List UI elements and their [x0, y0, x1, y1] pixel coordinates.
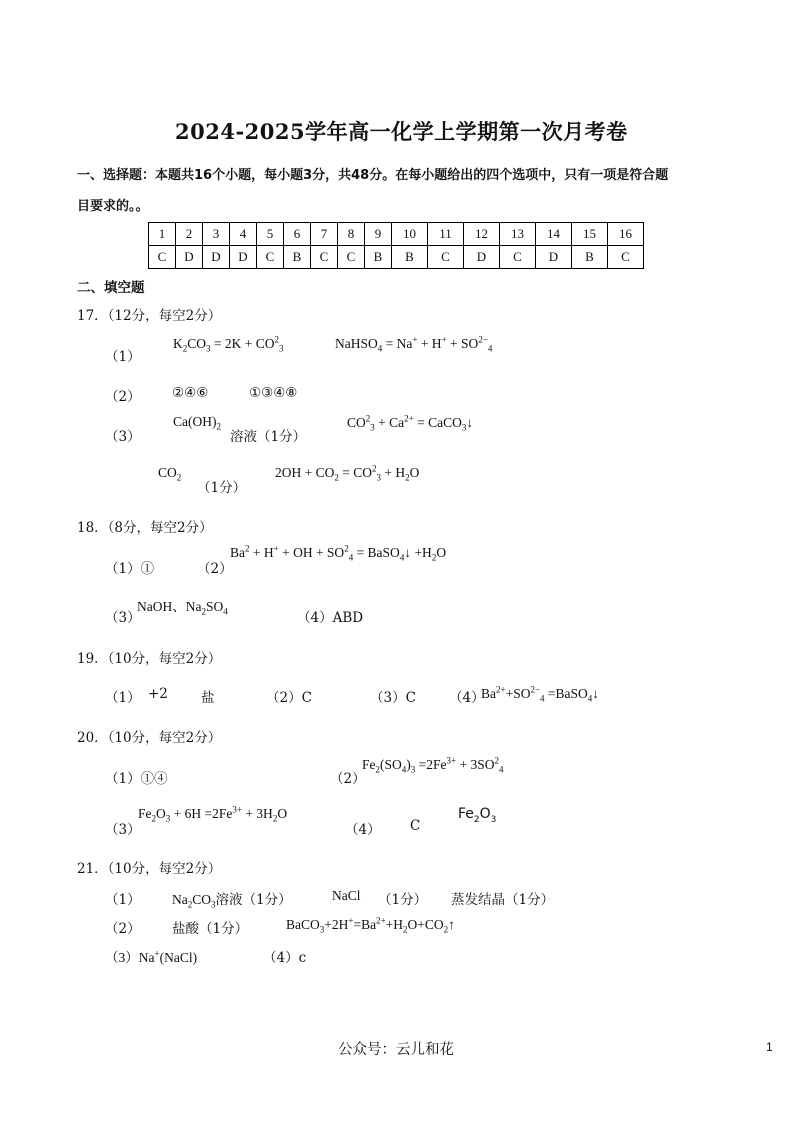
section1-heading: 一、选择题：本题共16个小题，每小题3分，共48分。在每小题给出的四个选项中，只有一项是符合题 — [77, 168, 669, 183]
question-number-cell: 11 — [428, 223, 464, 246]
answer-cell: C — [149, 246, 176, 269]
q20-part2-eq: $Fe_2(SO_4)_3 =2Fe^{3+} + 3SO^2_4$ — [362, 755, 504, 775]
q17-part2-label: （2） — [105, 389, 141, 405]
q19-part1-a: +2 — [148, 686, 168, 702]
q18-part3-label: （3） — [105, 610, 141, 626]
answer-cell: B — [392, 246, 428, 269]
q21-part1-method: 蒸发结晶（1分） — [451, 892, 555, 908]
q21-header: 21．（10分，每空2分） — [77, 861, 222, 877]
footer-text: 公众号：云儿和花 — [338, 1042, 454, 1058]
q21-part1-label: （1） — [105, 892, 141, 908]
q21-part2-eq: $BaCO_3+2H^+=Ba^{2+}+H_2O+CO_2↑$ — [286, 915, 455, 935]
q20-part3-label: （3） — [105, 822, 141, 838]
answer-table-numbers — [149, 223, 644, 246]
q17-part3-eq: $CO^2_3 + Ca^{2+}$ = CaCO$_3$↓ — [347, 413, 474, 433]
page-number: 1 — [766, 1040, 773, 1054]
answer-cell: D — [230, 246, 257, 269]
answer-cell: B — [572, 246, 608, 269]
q17-part3-label: （3） — [105, 429, 141, 445]
answer-cell: C — [428, 246, 464, 269]
answer-cell: C — [338, 246, 365, 269]
q17-part4-eq: $2OH + CO_2 = CO^2_3 + H_2O$ — [275, 463, 420, 483]
question-number-cell: 15 — [572, 223, 608, 246]
question-number-cell: 5 — [257, 223, 284, 246]
q20-part2-label: （2） — [330, 771, 366, 787]
page-title: 2024-2025学年高一化学上学期第一次月考卷 — [175, 119, 628, 144]
answer-cell: C — [311, 246, 338, 269]
q21-part2-a: 盐酸（1分） — [172, 921, 249, 937]
answer-cell: C — [608, 246, 644, 269]
q18-part1: （1）① — [105, 561, 155, 577]
question-number-cell: 14 — [536, 223, 572, 246]
q19-part2: （2）C — [266, 690, 312, 706]
question-number-cell: 13 — [500, 223, 536, 246]
q21-part3: （3）Na+(NaCl) — [105, 948, 198, 965]
answer-cell: C — [500, 246, 536, 269]
q21-part1-nacl: NaCl — [332, 888, 361, 903]
question-number-cell: 16 — [608, 223, 644, 246]
answer-table — [148, 222, 644, 269]
q17-part2-b: ①③④⑧ — [249, 385, 298, 401]
question-number-cell: 6 — [284, 223, 311, 246]
answer-cell: D — [536, 246, 572, 269]
q17-part2-a: ②④⑥ — [172, 385, 209, 401]
q20-part4-label: （4） — [345, 822, 381, 838]
q17-part3-note: 溶液（1分） — [230, 429, 307, 445]
q17-part4-gas: $CO_2$ — [158, 465, 182, 483]
q17-header: 17．（12分，每空2分） — [77, 308, 222, 324]
question-number-cell: 7 — [311, 223, 338, 246]
answer-cell: D — [203, 246, 230, 269]
section2-heading: 二、填空题 — [77, 280, 145, 296]
q20-part1: （1）①④ — [105, 771, 168, 787]
q20-part4-b: $Fe_2O_3$ — [458, 806, 497, 825]
q21-part4: （4）c — [263, 950, 307, 966]
q19-part4-eq: $Ba^{2+}+SO^{2-}_4$ =BaSO$_4$↓ — [481, 684, 600, 704]
answer-cell: C — [257, 246, 284, 269]
question-number-cell: 10 — [392, 223, 428, 246]
q20-header: 20．（10分，每空2分） — [77, 730, 222, 746]
q17-part3-reagent: $Ca(OH)_2$ — [173, 414, 221, 432]
question-number-cell: 1 — [149, 223, 176, 246]
q19-part1-b: 盐 — [201, 690, 215, 706]
q19-header: 19．（10分，每空2分） — [77, 651, 222, 667]
q18-part3-answer: NaOH、$Na_2SO_4$ — [137, 599, 228, 617]
answer-table-answers — [149, 246, 644, 269]
q18-part2-eq: $Ba^2 + H^+$ + OH + $SO^2_4$ = BaSO$_4$↓ $+H_2O$ — [230, 543, 447, 563]
question-number-cell: 3 — [203, 223, 230, 246]
q18-header: 18．（8分，每空2分） — [77, 520, 213, 536]
q17-part1-label: （1） — [105, 349, 141, 365]
q21-part2-label: （2） — [105, 921, 141, 937]
q17-part4-note: （1分） — [197, 480, 247, 496]
q19-part1-label: （1） — [105, 690, 141, 706]
answer-cell: B — [365, 246, 392, 269]
answer-cell: D — [176, 246, 203, 269]
question-number-cell: 8 — [338, 223, 365, 246]
answer-cell: D — [464, 246, 500, 269]
question-number-cell: 12 — [464, 223, 500, 246]
question-number-cell: 9 — [365, 223, 392, 246]
q20-part3-eq: $Fe_2O_3 + 6H =2Fe^{3+} + 3H_2O$ — [138, 804, 288, 824]
q19-part4-label: （4） — [449, 690, 485, 706]
answer-cell: B — [284, 246, 311, 269]
q21-part1-answer: $Na_2CO_3$溶液（1分） — [172, 892, 292, 910]
q18-part4: （4）ABD — [297, 610, 364, 626]
section1-heading-cont: 目要求的。。 — [77, 199, 149, 214]
q17-part1-eq1: $K_2CO_3 = 2K + CO^2_3$ — [173, 334, 284, 354]
q21-part1-note: （1分） — [378, 892, 428, 908]
q18-part2-label: （2） — [197, 561, 233, 577]
question-number-cell: 2 — [176, 223, 203, 246]
q20-part4-a: C — [410, 818, 421, 834]
q17-part1-eq2: NaHSO$_4$ = $Na^+ + H^+ + SO^{2-}_4$ — [335, 334, 493, 354]
question-number-cell: 4 — [230, 223, 257, 246]
q19-part3: （3）C — [370, 690, 416, 706]
